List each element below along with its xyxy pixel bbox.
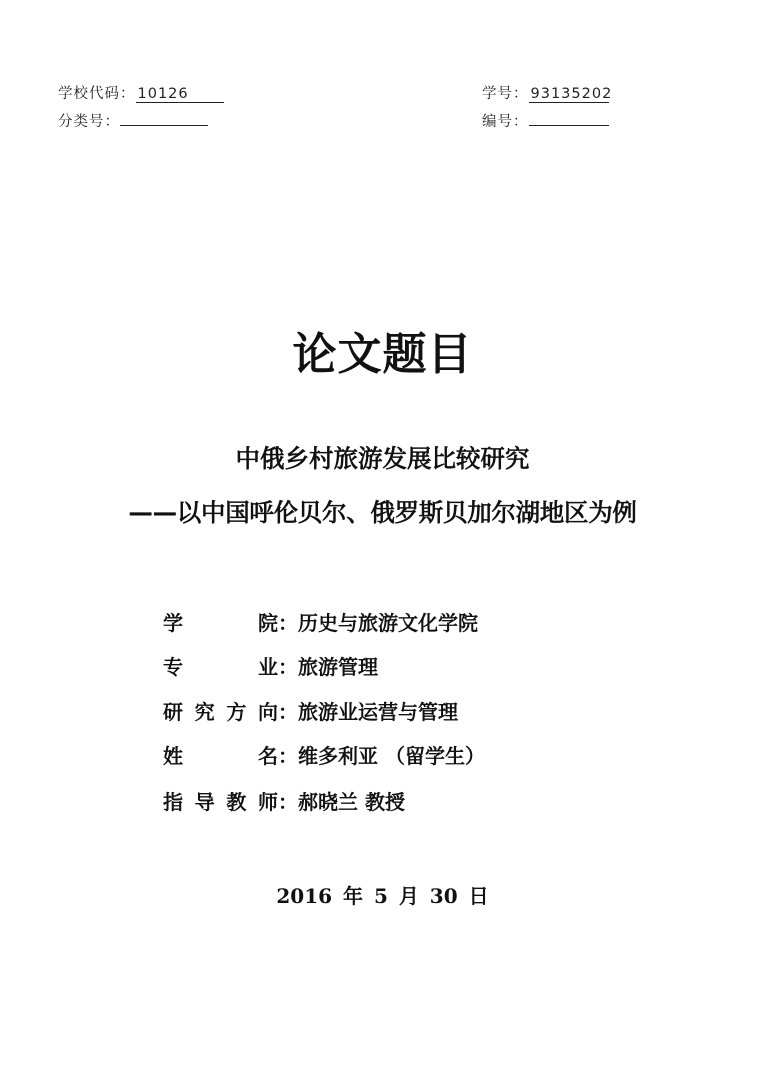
- advisor-row: [163, 786, 405, 815]
- advisor-colon: ：: [278, 790, 298, 814]
- school-code-label: 学校代码：: [58, 86, 136, 102]
- serial-number-row: [482, 110, 609, 131]
- advisor-label: 指导教师: [163, 790, 278, 814]
- name-row: [163, 740, 485, 769]
- class-number-label: 分类号：: [58, 114, 120, 130]
- school-code-value: 10126: [136, 87, 224, 103]
- thesis-title-line2: ——以中国呼伦贝尔、俄罗斯贝加尔湖地区为例: [128, 498, 637, 527]
- submission-date: 2016 年 5 月 30 日: [276, 884, 489, 908]
- college-colon: ：: [278, 611, 298, 635]
- thesis-title-line1: 中俄乡村旅游发展比较研究: [235, 444, 530, 473]
- class-number-row: [58, 110, 208, 131]
- name-value: 维多利亚 （留学生）: [298, 744, 485, 768]
- class-number-value: [120, 125, 208, 126]
- college-label: 学院: [163, 611, 278, 635]
- serial-number-label: 编号：: [482, 114, 529, 130]
- student-id-value: 93135202: [530, 86, 613, 102]
- thesis-heading: 论文题目: [292, 329, 473, 380]
- college-row: [163, 607, 478, 636]
- major-row: [163, 651, 378, 680]
- student-id-row: [482, 82, 613, 103]
- research-direction-colon: ：: [278, 700, 298, 724]
- major-colon: ：: [278, 655, 298, 679]
- advisor-value: 郝晓兰 教授: [298, 790, 405, 814]
- serial-number-value: [529, 125, 609, 126]
- student-id-label: 学号：: [482, 86, 529, 102]
- major-label: 专业: [163, 655, 278, 679]
- research-direction-row: [163, 696, 458, 725]
- major-value: 旅游管理: [298, 655, 378, 679]
- college-value: 历史与旅游文化学院: [298, 611, 478, 635]
- research-direction-label: 研究方向: [163, 700, 278, 724]
- school-code-row: [58, 82, 224, 103]
- name-colon: ：: [278, 744, 298, 768]
- name-label: 姓名: [163, 744, 278, 768]
- research-direction-value: 旅游业运营与管理: [298, 700, 458, 724]
